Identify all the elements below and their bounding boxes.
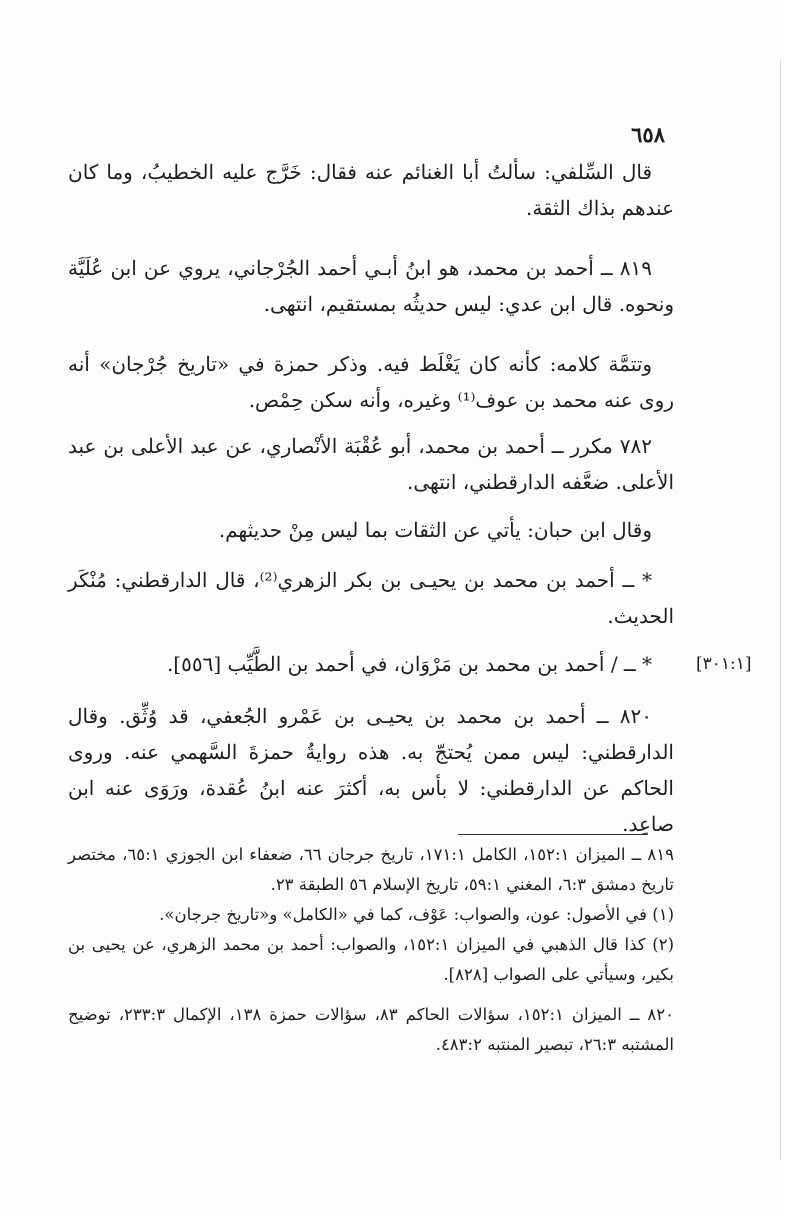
paragraph-ibn-hibban: وقال ابن حبان: يأتي عن الثقات بما ليس مِنْ حديثهم.: [218, 518, 652, 542]
footnote-1: (١) في الأصول: عون، والصواب: عَوْف، كما في «الكامل» و«تاريخ جرجان».: [159, 905, 674, 924]
entry-marwan: * ــ / أحمد بن محمد بن مَرْوَان، في أحمد بن الطَّيِّب [٥٥٦].: [166, 652, 652, 676]
entry-zuhri: * ــ أحمد بن محمد بن يحيـى بن بكر الزهري⁽²⁾، قال الدارقطني: مُنْكَر الحديث.: [68, 568, 674, 628]
entry-820: ٨٢٠ ــ أحمد بن محمد بن يحيـى بن عَمْرو الجُعفي، قد وُثِّق. وقال الدارقطني: ليس ممن يُحتجّ به. هذه روايةُ حمزةَ السَّهمي عنه. وروى الحاكم عن الدارقطني: لا بأس به، أكثرَ عنه ابنُ عُقدة، ورَوَى عنه ابن صاعِد.: [68, 704, 674, 836]
footnote-820: ٨٢٠ ــ الميزان ١٥٢:١، سؤالات الحاكم ٨٣، سؤالات حمزة ١٣٨، الإكمال ٢٣٣:٣، توضيح المشتبه ٢٦:٣، تبصير المنتبه ٤٨٣:٢.: [68, 1005, 674, 1054]
entry-782-repeat: ٧٨٢ مكرر ــ أحمد بن محمد، أبو عُقْبَة الأنْصاري، عن عبد الأعلى بن عبد الأعلى. ضعَّفه الدارقطني، انتهى.: [68, 434, 674, 494]
paragraph-continuation: وتتمَّة كلامه: كأنه كان يَغْلَط فيه. وذكر حمزة في «تاريخ جُرْجان» أنه روى عنه محمد بن عوف⁽¹⁾ وغيره، وأنه سكن حِمْص.: [68, 352, 674, 412]
page-number: ٦٥٨: [631, 122, 665, 147]
margin-reference: [٣٠١:١]: [696, 654, 752, 674]
page-edge-line: [780, 60, 781, 1160]
footnote-separator: [458, 834, 648, 835]
footnote-819: ٨١٩ ــ الميزان ١٥٢:١، الكامل ١٧١:١، تاريخ جرجان ٦٦، ضعفاء ابن الجوزي ٦٥:١، مختصر تاريخ دمشق ٦:٣، المغني ٥٩:١، تاريخ الإسلام ٥٦ الطبقة ٢٣.: [68, 845, 674, 894]
paragraph-silafi: قال السِّلفي: سألتُ أبا الغنائم عنه فقال: خَرَّج عليه الخطيبُ، وما كان عندهم بذاك الثقة.: [68, 160, 674, 220]
entry-819: ٨١٩ ــ أحمد بن محمد، هو ابنُ أبـي أحمد الجُرْجاني، يروي عن ابن عُلَيَّة ونحوه. قال ابن عدي: ليس حديثُه بمستقيم، انتهى.: [68, 256, 674, 316]
footnote-2: (٢) كذا قال الذهبي في الميزان ١٥٢:١، والصواب: أحمد بن محمد الزهري، عن يحيى بن بكير، وسيأتي على الصواب [٨٢٨].: [68, 935, 674, 984]
